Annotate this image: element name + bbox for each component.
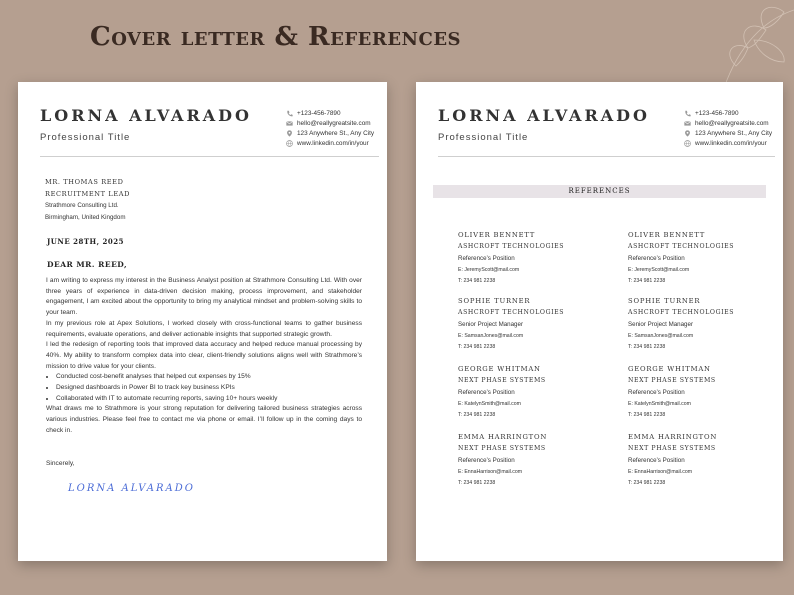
reference-phone: T: 234 981 2238 [628,344,666,350]
reference-phone: T: 234 981 2238 [458,412,496,418]
contact-linkedin-row [684,138,772,148]
achievement-item: • Designed dashboards in Power BI to track key business KPIs [56,383,362,394]
recipient-block [45,176,130,224]
reference-phone: T: 234 981 2238 [628,412,666,418]
references-page [416,82,783,561]
professional-title: Professional Title [40,132,131,143]
letter-greeting: DEAR MR. REED, [47,260,128,269]
contact-address-row [684,128,772,138]
reference-position: Reference’s Position [458,389,515,396]
professional-title: Professional Title [438,132,529,143]
reference-company: NEXT PHASE SYSTEMS [628,377,716,384]
reference-name: OLIVER BENNETT [458,231,536,239]
recipient-location: Birmingham, United Kingdom [45,214,126,221]
reference-name: EMMA HARRINGTON [458,433,548,441]
reference-phone: T: 234 981 2238 [458,344,496,350]
reference-entry [628,363,778,421]
phone-icon [286,110,293,117]
reference-entry [458,295,608,353]
reference-name: GEORGE WHITMAN [628,365,711,373]
recipient-title: RECRUITMENT LEAD [45,190,131,198]
contact-email-row [684,118,772,128]
reference-name: SOPHIE TURNER [458,297,531,305]
reference-position: Reference’s Position [458,255,515,262]
reference-position: Senior Project Manager [628,321,694,328]
reference-phone: T: 234 981 2238 [458,480,496,486]
reference-email: E: SamsanJones@mail.com [458,333,524,339]
reference-entry [628,295,778,353]
banner-title: Cover letter & References [90,22,462,52]
reference-phone: T: 234 981 2238 [458,278,496,284]
reference-company: ASHCROFT TECHNOLOGIES [458,309,565,316]
reference-name: GEORGE WHITMAN [458,365,541,373]
reference-email: E: EnnaHarrison@mail.com [628,469,693,475]
body-paragraph: I am writing to express my interest in the Business Analyst position at Strathmore Consulting Ltd. With over three years of experience in data-driven decision making, process improvement, and stakeholder engagement, I am excited about the opportunity to bring my analytical mindset and problem-solving skills to your team. [46,277,362,317]
mail-icon [684,120,691,127]
globe-icon [286,140,293,147]
reference-name: SOPHIE TURNER [628,297,701,305]
reference-name: EMMA HARRINGTON [628,433,718,441]
recipient-name: MR. THOMAS REED [45,178,124,186]
sign-off: Sincerely, [46,460,75,467]
contact-address: 123 Anywhere St., Any City [695,129,773,137]
globe-icon [684,140,691,147]
contact-block [684,108,772,148]
contact-address: 123 Anywhere St., Any City [297,129,375,137]
contact-email-row [286,118,374,128]
reference-position: Reference’s Position [628,457,685,464]
recipient-company: Strathmore Consulting Ltd. [45,202,119,209]
reference-company: ASHCROFT TECHNOLOGIES [458,243,565,250]
reference-company: ASHCROFT TECHNOLOGIES [628,243,735,250]
reference-position: Reference’s Position [628,255,685,262]
letter-date: JUNE 28TH, 2025 [47,237,125,246]
body-paragraph: In my previous role at Apex Solutions, I worked closely with cross-functional teams to gather business requirements, evaluate operations, and deliver actionable insights that supported strategic growth. [46,319,362,338]
reference-phone: T: 234 981 2238 [628,278,666,284]
contact-linkedin: www.linkedin.com/in/your [695,139,767,147]
contact-linkedin: www.linkedin.com/in/your [297,139,369,147]
reference-company: ASHCROFT TECHNOLOGIES [628,309,735,316]
candidate-name: LORNA ALVARADO [438,106,650,125]
cover-letter-page [18,82,387,561]
contact-email: hello@reallygreatsite.com [297,119,371,127]
closing-paragraph: What draws me to Strathmore is your strong reputation for delivering tailored business strategies across various industries. Please feel free to contact me via phone or email. I’ll follow up in the coming days to check in. [46,405,362,434]
reference-company: NEXT PHASE SYSTEMS [458,377,546,384]
contact-phone: +123-456-7890 [297,109,341,117]
contact-phone-row [684,108,772,118]
reference-email: E: JeremyScott@mail.com [628,267,690,273]
signature: LORNA ALVARADO [68,483,195,494]
candidate-name: LORNA ALVARADO [40,106,252,125]
references-heading-bar [433,185,766,198]
reference-email: E: KatelynSmith@mail.com [458,401,521,407]
location-pin-icon [684,130,691,137]
reference-entry [628,229,778,287]
reference-email: E: SamsanJones@mail.com [628,333,694,339]
header-divider [40,156,379,157]
contact-linkedin-row [286,138,374,148]
body-paragraph: I led the redesign of reporting tools that improved data accuracy and helped reduce manual processing by 40%. My ability to transform complex data into clear, client-friendly solutions aligns well with Strathmore’s mission to drive value for your clients. [46,341,362,370]
reference-entry [628,431,778,489]
header-divider [438,156,775,157]
reference-email: E: JeremyScott@mail.com [458,267,520,273]
contact-block [286,108,374,148]
reference-company: NEXT PHASE SYSTEMS [458,445,546,452]
achievement-list [46,372,362,404]
reference-position: Reference’s Position [628,389,685,396]
mail-icon [286,120,293,127]
reference-company: NEXT PHASE SYSTEMS [628,445,716,452]
contact-phone-row [286,108,374,118]
references-heading: REFERENCES [568,187,631,195]
contact-phone: +123-456-7890 [695,109,739,117]
reference-position: Reference’s Position [458,457,515,464]
achievement-item: • Conducted cost-benefit analyses that helped cut expenses by 15% [56,372,362,383]
contact-email: hello@reallygreatsite.com [695,119,769,127]
phone-icon [684,110,691,117]
reference-phone: T: 234 981 2238 [628,480,666,486]
leaf-decoration [644,0,794,90]
reference-entry [458,431,608,489]
reference-entry [458,363,608,421]
reference-entry [458,229,608,287]
contact-address-row [286,128,374,138]
reference-name: OLIVER BENNETT [628,231,706,239]
reference-email: E: EnnaHarrison@mail.com [458,469,523,475]
reference-position: Senior Project Manager [458,321,524,328]
achievement-item: • Collaborated with IT to automate recurring reports, saving 10+ hours weekly [56,394,362,405]
letter-body [46,276,362,437]
reference-email: E: KatelynSmith@mail.com [628,401,691,407]
location-pin-icon [286,130,293,137]
